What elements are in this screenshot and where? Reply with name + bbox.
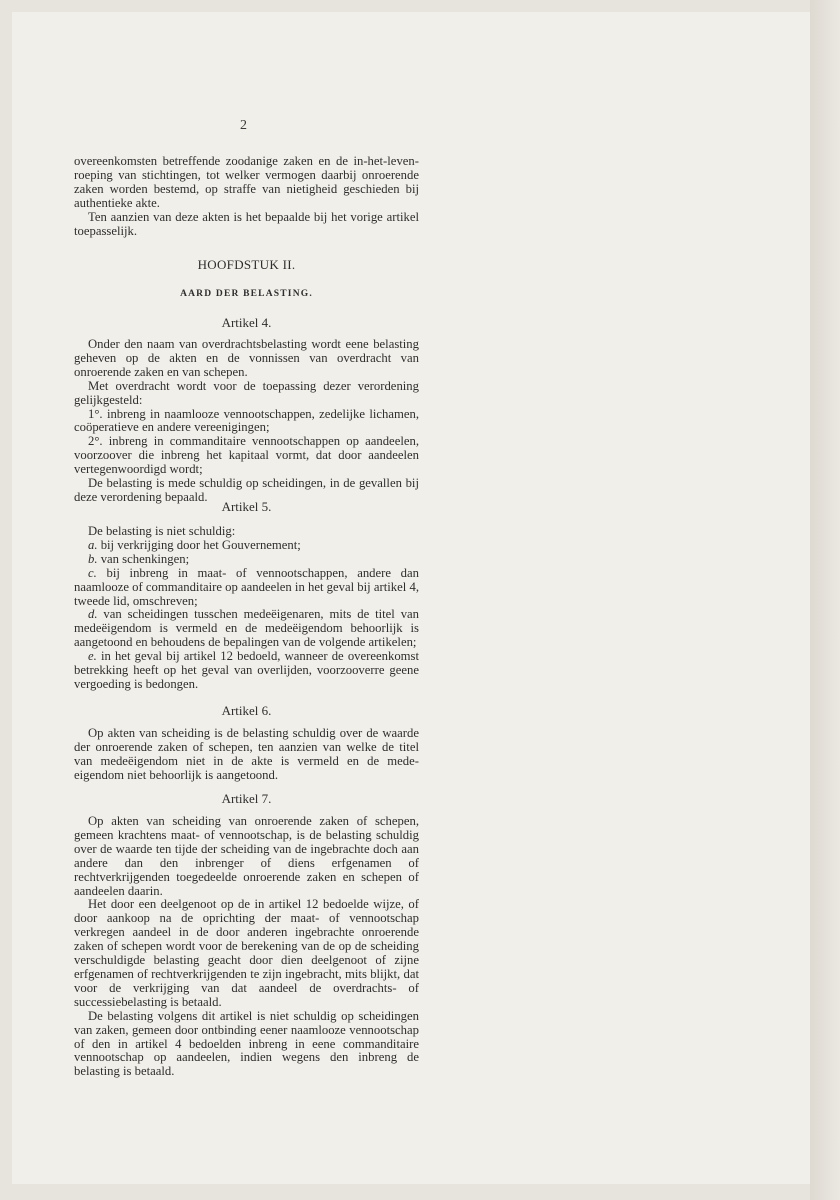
item-letter: e. <box>88 649 97 664</box>
item-letter: c. <box>88 565 97 580</box>
article-paragraph: De belasting is niet schuldig: <box>88 524 236 538</box>
article-paragraph: Onder den naam van overdrachtsbelasting wordt eene belasting geheven op de akten en de vonnissen van overdracht van onroerende zaken en van schepen. <box>74 337 419 379</box>
item-letter: b. <box>88 551 98 566</box>
list-item <box>74 650 419 692</box>
item-text: van scheidingen tusschen medeëigenaren, mits de titel van medeëigendom is vermeld en de medeëigendom behoorlijk is aangetoond en behoudens de bepalingen van de volgende artikelen; <box>74 607 420 650</box>
item-text: in het geval bij artikel 12 bedoeld, wanneer de overeenkomst betrekking heeft op het geval van overlijden, voorzooverre geene vergoeding is bedongen. <box>74 649 419 691</box>
article-5-title: Artikel 5. <box>221 499 272 514</box>
item-letter: a. <box>88 537 98 552</box>
article-paragraph: Met overdracht wordt voor de toepassing dezer verordening gelijkgesteld: <box>74 378 419 407</box>
article-6-title: Artikel 6. <box>221 703 272 718</box>
item-text: van schenkingen; <box>100 551 190 566</box>
item-text: bij inbreng in maat- of vennootschappen, andere dan naamlooze of commanditaire op aandeelen in het geval bij artikel 4, tweede lid, omschreven; <box>74 565 419 608</box>
article-paragraph: Het door een deelgenoot op de in artikel 12 bedoelde wijze, of door aankoop na de oprichting der maat- of vennootschap verkregen aandeel in de door anderen ingebrachte onroerende zaken of schepen wordt voor de berekening van de op de scheiding verschuldigde belasting geacht door dien deelgenoot of zijne erfgenamen of rechtverkrijgenden te zijn ingebracht, mits blijkt, dat voor de verkrijging van dat aandeel de overdrachts- of successiebelasting is betaald. <box>74 897 419 1009</box>
list-item <box>74 539 419 553</box>
article-paragraph: Op akten van scheiding van onroerende zaken of schepen, gemeen krachtens maat- of vennootschap, is de belasting schuldig over de waarde ten tijde der scheiding van de ingebrachte doch aan andere dan den inbrenger of diens erfgenamen of rechtverkrijgenden toegedeelde onroerende zaken en schepen of aandeelen daarin. <box>74 814 419 898</box>
list-item <box>74 553 419 567</box>
article-paragraph: De belasting is mede schuldig op scheidingen, in de gevallen bij deze verordening bepaald. <box>74 476 419 504</box>
article-4-title: Artikel 4. <box>221 315 272 330</box>
article-4-body <box>74 338 419 505</box>
page-number: 2 <box>240 118 247 133</box>
item-letter: d. <box>88 607 98 622</box>
intro-paragraph: Ten aanzien van deze akten is het bepaalde bij het vorige artikel toepasselijk. <box>74 209 419 238</box>
list-item <box>74 567 419 609</box>
article-7-title: Artikel 7. <box>221 791 272 806</box>
intro-text <box>74 155 419 238</box>
article-7-body <box>74 815 419 1079</box>
article-5-body <box>74 525 419 692</box>
page-edge <box>810 0 840 1200</box>
item-text: bij verkrijging door het Gouvernement; <box>100 537 301 552</box>
intro-paragraph: overeenkomsten betreffende zoodanige zaken en de in-het-leven-roeping van stichtingen, tot welker vermogen daarbij onroerende zaken worden bestemd, op straffe van nietigheid geschieden bij authentieke akte. <box>74 154 419 210</box>
article-paragraph: De belasting volgens dit artikel is niet schuldig op scheidingen van zaken, gemeen door ontbinding eener naamlooze vennootschap of den in artikel 4 bedoelden inbreng in eene commanditaire vennootschap op aandeelen, indien wegens den inbreng de belasting is betaald. <box>74 1008 419 1079</box>
article-paragraph: 2°. inbreng in commanditaire vennootschappen op aandeelen, voorzoover die inbreng het kapitaal vormt, dat door aandeelen vertegenwoordigd wordt; <box>74 434 419 477</box>
list-item <box>74 608 419 650</box>
chapter-title: HOOFDSTUK II. <box>197 257 296 272</box>
article-6-body <box>74 727 419 783</box>
chapter-subtitle: AARD DER BELASTING. <box>180 289 313 299</box>
article-paragraph: 1°. inbreng in naamlooze vennootschappen, zedelijke lichamen, coöperatieve en andere vereenigingen; <box>74 406 419 435</box>
article-paragraph: Op akten van scheiding is de belasting schuldig over de waarde der onroerende zaken of schepen, ten aanzien van welke de titel van medeëigendom niet in de akte is vermeld en de mede-eigendom niet behoorlijk is aangetoond. <box>74 726 419 782</box>
